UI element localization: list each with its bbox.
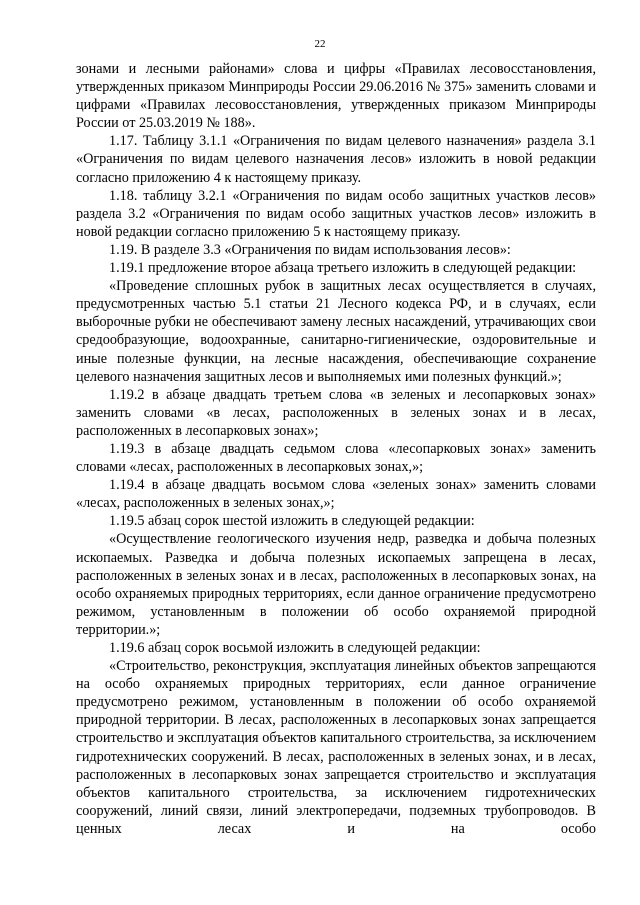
paragraph-1-17: 1.17. Таблицу 3.1.1 «Ограничения по видам целевого назначения» раздела 3.1 «Ограничения по видам целевого назначения лесов» изложить в новой редакции согласно приложению 4 к настоящему приказу. bbox=[76, 133, 596, 186]
document-body bbox=[76, 60, 596, 838]
paragraph-quote-geology: «Осуществление геологического изучения недр, разведка и добыча полезных ископаемых. Разведка и добыча полезных ископаемых запрещена в лесах, расположенных в зеленых зонах и в лесах, расположенных в лесопарковых зонах, на особо охраняемых природных территориях, если данное ограничение предусмотрено режимом, установленным в положении об особо охраняемой природной территории.»; bbox=[76, 531, 596, 638]
paragraph-1-19-4: 1.19.4 в абзаце двадцать восьмом слова «зеленых зонах» заменить словами «лесах, расположенных в зеленых зонах,»; bbox=[76, 477, 596, 512]
paragraph-1-19-1: 1.19.1 предложение второе абзаца третьего изложить в следующей редакции: bbox=[109, 260, 577, 277]
paragraph-quote-construction: «Строительство, реконструкция, эксплуатация линейных объектов запрещаются на особо охраняемых природных территориях, если данное ограничение предусмотрено режимом, установленным в положении об особо охраняемой природной территории. В лесах, расположенных в лесопарковых зонах запрещается строительство и эксплуатация объектов капитального строительства, за исключением гидротехнических сооружений. В лесах, расположенных в зеленых зонах, и в лесах, расположенных в лесопарковых зонах запрещается строительство и эксплуатация объектов капитального строительства, за исключением гидротехнических сооружений, линий связи, линий электропередачи, подземных трубопроводов. В ценных лесах и на особо bbox=[76, 658, 596, 837]
paragraph-quote-clear-cutting: «Проведение сплошных рубок в защитных лесах осуществляется в случаях, предусмотренных частью 5.1 статьи 21 Лесного кодекса РФ, и в случаях, если выборочные рубки не обеспечивают замену лесных насаждений, утрачивающих свои средообразующие, водоохранные, санитарно-гигиенические, оздоровительные и иные полезные функции, на лесные насаждения, обеспечивающие сохранение целевого назначения защитных лесов и выполняемых ими полезных функций.»; bbox=[76, 278, 596, 385]
paragraph-1-19-6: 1.19.6 абзац сорок восьмой изложить в следующей редакции: bbox=[109, 640, 481, 656]
paragraph-1-19: 1.19. В разделе 3.3 «Ограничения по видам использования лесов»: bbox=[109, 241, 511, 258]
paragraph-1-19-5: 1.19.5 абзац сорок шестой изложить в следующей редакции: bbox=[109, 513, 475, 530]
paragraph-1-19-3: 1.19.3 в абзаце двадцать седьмом слова «лесопарковых зонах» заменить словами «лесах, расположенных в лесопарковых зонах,»; bbox=[76, 440, 596, 476]
paragraph-1-19-2: 1.19.2 в абзаце двадцать третьем слова «в зеленых и лесопарковых зонах» заменить словами «в лесах, расположенных в зеленых зонах и в лесах, расположенных в лесопарковых зонах»; bbox=[76, 386, 596, 439]
page-number: 22 bbox=[314, 38, 326, 50]
paragraph-continuation: зонами и лесными районами» слова и цифры «Правилах лесовосстановления, утвержденных приказом Минприроды России 29.06.2016 № 375» заменить словами и цифрами «Правилах лесовосстановления, утвержденных приказом Минприроды России от 25.03.2019 № 188». bbox=[76, 61, 596, 132]
paragraph-1-18: 1.18. таблицу 3.2.1 «Ограничения по видам особо защитных участков лесов» раздела 3.2 «Ограничения по видам особо защитных участков лесов» изложить в новой редакции согласно приложению 5 к настоящему приказу. bbox=[76, 187, 596, 240]
